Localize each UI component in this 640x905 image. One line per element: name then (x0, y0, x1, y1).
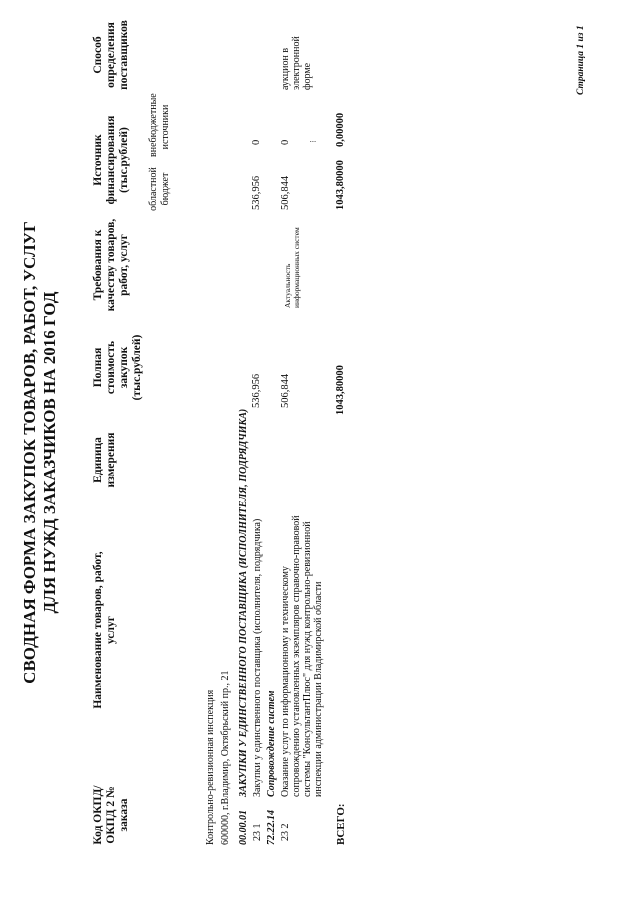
row-1-num: 23 1 (252, 823, 263, 841)
row-1-extra: 0 (251, 139, 262, 145)
totals-label: ВСЕГО: (335, 803, 347, 845)
row-1-total: 536,956 (251, 373, 262, 408)
row-2-total: 506,844 (280, 373, 291, 408)
totals-regional: 1043,80000 (335, 160, 346, 210)
header-requirements: Требования к качеству товаров, работ, услуг (92, 218, 130, 312)
header-total-cost: Полная стоимость закупок (тыс.рублей) (92, 334, 143, 401)
header-unit: Единица измерения (92, 432, 117, 488)
totals-extra: 0,00000 (335, 112, 346, 147)
row-2-method-line-3: форме (302, 62, 313, 90)
row-2-name-line-1: Оказание услуг по информационному и техническому (280, 566, 291, 797)
scan-mark: ⁝ (308, 140, 318, 143)
row-2-num: 23 2 (280, 823, 291, 841)
totals-total: 1043,80000 (335, 365, 346, 415)
page-number: Страница 1 из 1 (576, 25, 586, 95)
header-name: Наименование товаров, работ, услуг (92, 551, 117, 709)
row-2-name-line-3: системы "КонсультантПлюс" для нужд контрольно-ревизионной (302, 521, 313, 797)
row-2-extra: 0 (280, 139, 291, 145)
header-code: Код ОКПД/ ОКПД 2 № заказа (92, 785, 130, 845)
row-2-requirements-line-2: информационных систем (292, 227, 301, 308)
row-2-name-line-2: сопровождению установленных экземпляров справочно-правовой (291, 515, 302, 797)
row-2-name-line-4: инспекции администрации Владимирской области (313, 581, 324, 797)
header-method: Способ определения поставщиков (92, 20, 130, 90)
customer-name: Контрольно-ревизионная инспекция (205, 689, 216, 845)
customer-address: 600000, г.Владимир, Октябрьский пр., 21 (220, 670, 231, 845)
group-title: Сопровождение систем (266, 690, 277, 797)
row-2-method-line-2: электронной (291, 36, 302, 90)
row-2-requirements-line-1: Актуальность (283, 263, 292, 308)
row-2-method-line-1: аукцион в (280, 47, 291, 90)
title-line-1: СВОДНАЯ ФОРМА ЗАКУПОК ТОВАРОВ, РАБОТ, УСЛУГ (20, 221, 39, 684)
title-line-2: ДЛЯ НУЖД ЗАКАЗЧИКОВ НА 2016 ГОД (40, 291, 59, 614)
section-title: ЗАКУПКИ У ЕДИНСТВЕННОГО ПОСТАВЩИКА (ИСПОЛНИТЕЛЯ, ПОДРЯДЧИКА) (238, 408, 249, 797)
section-code: 00.00.01 (238, 810, 249, 845)
header-source: Источник финансирования (тыс.рублей) (92, 115, 130, 205)
row-1-regional: 536,956 (251, 175, 262, 210)
header-source-regional: областной бюджет (148, 167, 171, 211)
row-1-name: Закупки у единственного поставщика (исполнителя, подрядчика) (252, 518, 263, 797)
row-2-regional: 506,844 (280, 175, 291, 210)
group-code: 72.22.14 (266, 810, 277, 845)
header-source-extra: внебюджетные источники (148, 93, 171, 157)
